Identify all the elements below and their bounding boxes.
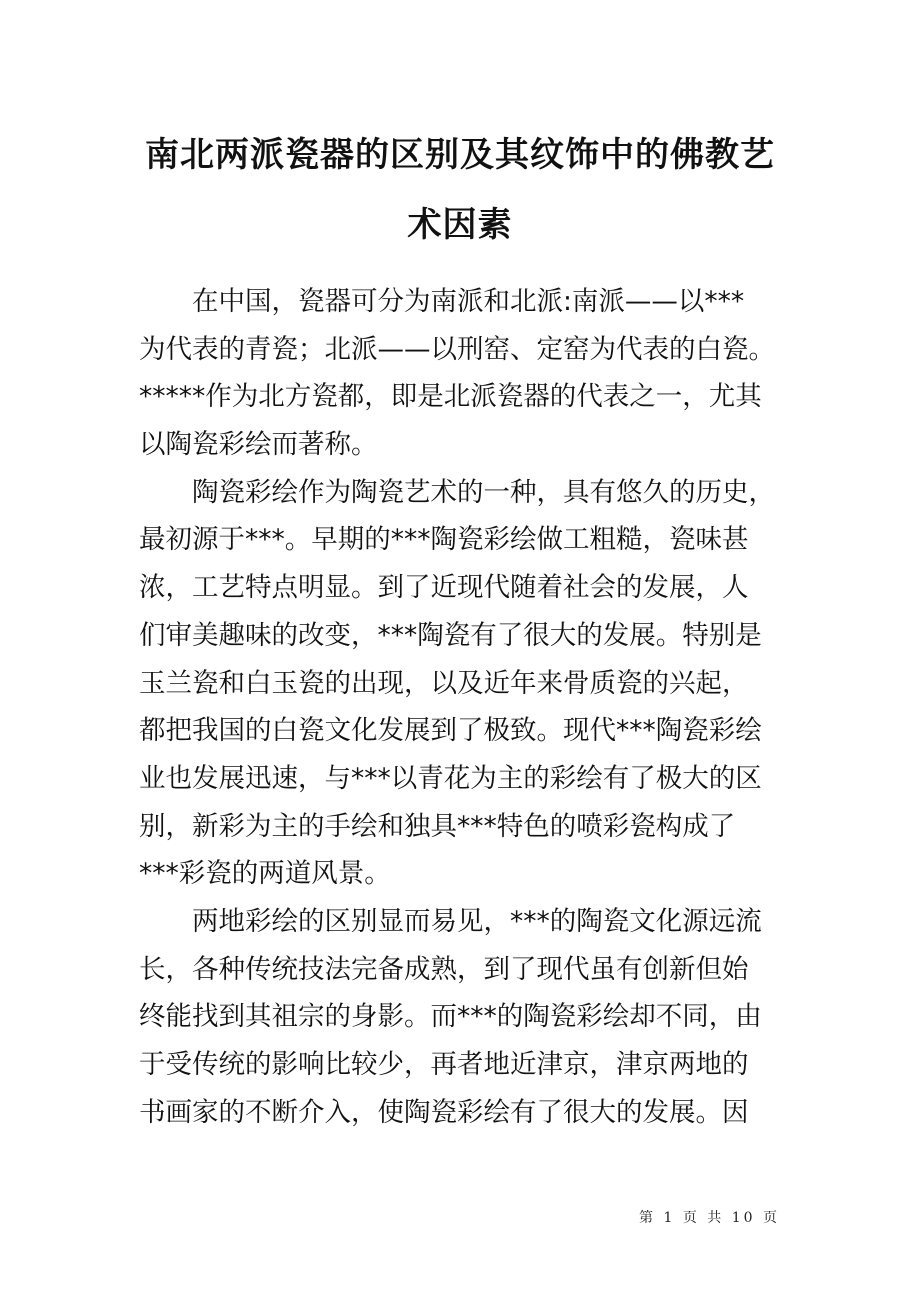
text-line: 长，各种传统技法完备成熟，到了现代虽有创新但始 [139, 953, 749, 985]
text-line: 最初源于***。早期的***陶瓷彩绘做工粗糙，瓷味甚 [139, 524, 749, 556]
text-line: 于受传统的影响比较少，再者地近津京，津京两地的 [139, 1049, 749, 1080]
paragraph-1 [139, 278, 784, 469]
document-title-line-2: 术因素 [407, 205, 513, 245]
text-line: 在中国，瓷器可分为南派和北派:南派——以*** [192, 286, 745, 317]
document-title-line-1: 南北两派瓷器的区别及其纹饰中的佛教艺 [145, 135, 775, 175]
paragraph-3 [139, 898, 784, 1136]
text-line: 陶瓷彩绘作为陶瓷艺术的一种，具有悠久的历史， [192, 476, 775, 508]
text-line: 为代表的青瓷；北派——以刑窑、定窑为代表的白瓷。 [139, 333, 775, 365]
text-line: 玉兰瓷和白玉瓷的出现，以及近年来骨质瓷的兴起， [139, 667, 749, 699]
text-line: 终能找到其祖宗的身影。而***的陶瓷彩绘却不同，由 [139, 1001, 762, 1033]
page-number-footer: 第 1 页 共 10 页 [639, 1210, 780, 1226]
text-line: 别，新彩为主的手绘和独具***特色的喷彩瓷构成了 [139, 810, 736, 842]
text-line: ***彩瓷的两道风景。 [139, 858, 391, 890]
text-line: 以陶瓷彩绘而著称。 [139, 429, 378, 461]
document-body [139, 278, 784, 1136]
text-line: 书画家的不断介入，使陶瓷彩绘有了很大的发展。因 [139, 1096, 749, 1128]
text-line: *****作为北方瓷都，即是北派瓷器的代表之一，尤其 [139, 381, 762, 413]
paragraph-2 [139, 469, 784, 898]
text-line: 都把我国的白瓷文化发展到了极致。现代***陶瓷彩绘 [139, 715, 762, 747]
text-line: 两地彩绘的区别显而易见，***的陶瓷文化源远流 [192, 905, 762, 937]
text-line: 浓，工艺特点明显。到了近现代随着社会的发展，人 [139, 572, 749, 604]
text-line: 业也发展迅速，与***以青花为主的彩绘有了极大的区 [139, 762, 762, 794]
text-line: 们审美趣味的改变，***陶瓷有了很大的发展。特别是 [139, 619, 762, 651]
